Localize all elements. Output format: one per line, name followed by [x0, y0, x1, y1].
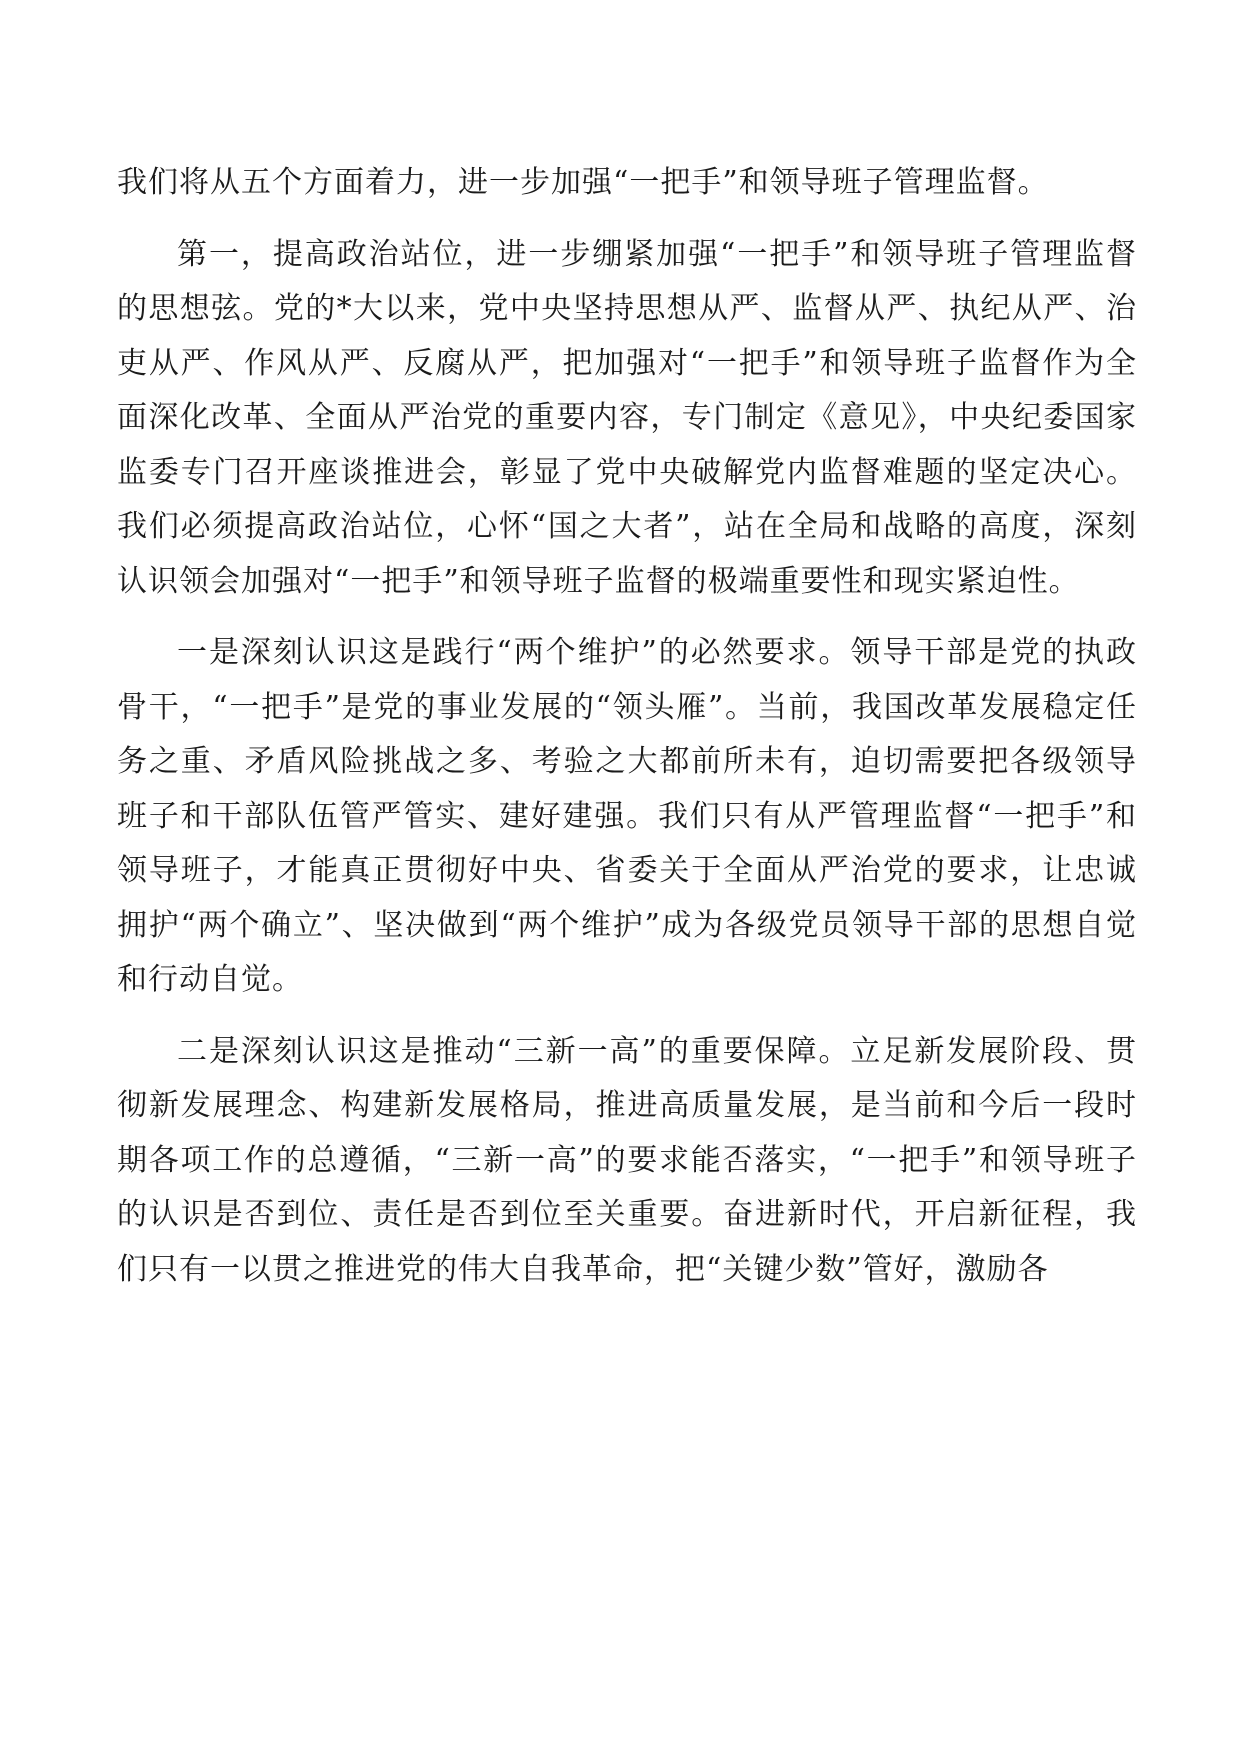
paragraph-sub-point-one: 一是深刻认识这是践行“两个维护”的必然要求。领导干部是党的执政骨干，“一把手”是党的事业发展的“领头雁”。当前，我国改革发展稳定任务之重、矛盾风险挑战之多、考验之大都前所未有，迫切需要把各级领导班子和干部队伍管严管实、建好建强。我们只有从严管理监督“一把手”和领导班子，才能真正贯彻好中央、省委关于全面从严治党的要求，让忠诚拥护“两个确立”、坚决做到“两个维护”成为各级党员领导干部的思想自觉和行动自觉。	[117, 635, 1137, 997]
document-body	[117, 156, 1137, 1314]
paragraph-first-point: 第一，提高政治站位，进一步绷紧加强“一把手”和领导班子管理监督的思想弦。党的*大以来，党中央坚持思想从严、监督从严、执纪从严、治吏从严、作风从严、反腐从严，把加强对“一把手”和领导班子监督作为全面深化改革、全面从严治党的重要内容，专门制定《意见》，中央纪委国家监委专门召开座谈推进会，彰显了党中央破解党内监督难题的坚定决心。我们必须提高政治站位，心怀“国之大者”，站在全局和战略的高度，深刻认识领会加强对“一把手”和领导班子监督的极端重要性和现实紧迫性。	[117, 236, 1137, 599]
paragraph-intro: 我们将从五个方面着力，进一步加强“一把手”和领导班子管理监督。	[117, 165, 1049, 200]
paragraph-sub-point-two: 二是深刻认识这是推动“三新一高”的重要保障。立足新发展阶段、贯彻新发展理念、构建新发展格局，推进高质量发展，是当前和今后一段时期各项工作的总遵循，“三新一高”的要求能否落实，“一把手”和领导班子的认识是否到位、责任是否到位至关重要。奋进新时代，开启新征程，我们只有一以贯之推进党的伟大自我革命，把“关键少数”管好，激励各	[117, 1033, 1137, 1287]
